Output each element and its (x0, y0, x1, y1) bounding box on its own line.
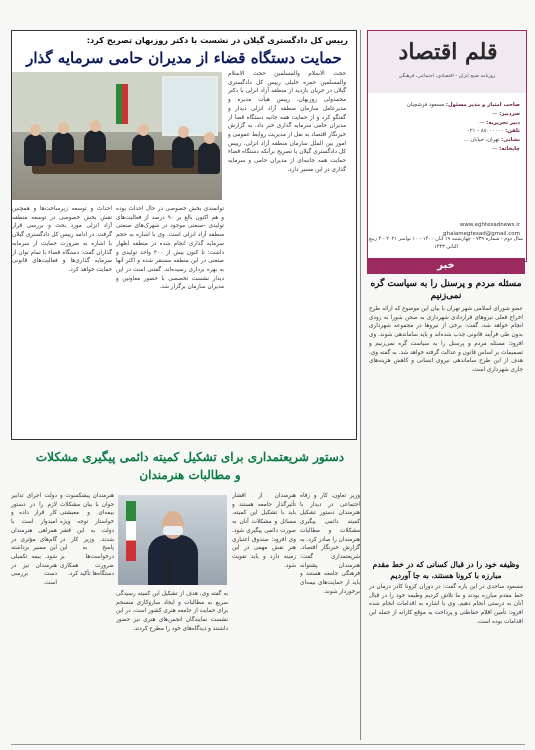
website-link[interactable]: www.eghtesadnews.ir (459, 222, 520, 228)
column-divider (360, 30, 361, 740)
newspaper-logo: قلم اقتصاد (398, 39, 498, 65)
masthead (367, 30, 527, 262)
issue-date: سال دوم - شماره ۷۳۹ - چهارشنبه ۱۹ آبان ۱۴۰۰ - ۱۰ نوامبر ۲۰۲۱ - ۴ ربیع الثانی ۱۴۴۳ (369, 236, 523, 250)
email-link[interactable]: ghalamegtesad@gmail.com (442, 231, 520, 237)
lead-article-kicker: رییس کل دادگستری گیلان در نشست با دکتر روزبهان تصریح کرد: (86, 35, 348, 45)
second-article-column-3: به گفته وی، هدف از تشکیل این کمیته رسیدگی سریع به مطالبات و ایجاد سازوکاری منسجم برای حمایت از جامعه هنری کشور است. در این نشست نمایندگان انجمن‌های هنری نیز حضور داشتند و دیدگاه‌های خود را مطرح کردند. (116, 591, 228, 632)
lead-article-photo (12, 72, 222, 200)
news-item-1-title: مسئله مردم و پرسنل را به سیاست گره نمی‌زنیم (370, 279, 522, 301)
second-article-column-5: دولت اجرای تدابیر لازم را در دستور کار قرار داده و امیدوار است با همراهی هنرمندان گام‌های مؤثری در این مسیر برداشته شود. بیمه تکمیلی هنرمندان نیز در دست بررسی است. (11, 493, 57, 587)
lead-article-column-right: حجت الاسلام والمسلمین حجت الاسلام والمسلمین حمزه خلیلی رییس کل دادگستری گیلان در جریان بازدید از منطقه آزاد انزلی با دکتر محمدولی روزبهان، رییس هیأت مدیره و مدیرعامل سازمان منطقه آزاد انزلی دیدار و گفتگو کرد و از حمایت همه جانبه دستگاه قضا از مدیران حامی سرمایه گذاری خبر داد. به گزارش خبرنگار اقتصاد به نقل از مدیریت روابط عمومی و امور بین الملل سازمان منطقه آزاد انزلی، رییس کل دادگستری گیلان با تصریح برآنکه دستگاه قضاء حمایت همه جانبه‌ای از مدیران حامی و سرمایه گذاری در این مسیر دارد. (228, 71, 346, 173)
news-section-header: خبر (367, 258, 525, 274)
second-article-title-line2: و مطالبات هنرمندان (139, 468, 241, 482)
lead-article-column-left: احداث و توسعه زیرساخت‌ها و همچنین نقش بخش خصوصی در توسعه منطقه آزاد انزلی مورد بحث و بررسی قرار گرفت. در ادامه رییس کل دادگستری گیلان با اشاره به ضرورت حمایت از سرمایه گذاران گفت: دستگاه قضاء با تمام توان از سرمایه گذاری‌ها و فعالیت‌های قانونی حمایت خواهد کرد. (12, 206, 112, 273)
second-article-photo (118, 495, 227, 585)
lead-article-title: حمایت دستگاه قضاء از مدیران حامی سرمایه گذار (26, 49, 342, 67)
news-item-2-body: مسعود ساجدی در این باره گفت: در دوران کرونا کادر درمان در خط مقدم مبارزه بودند و ما تلاش کردیم وظیفه خود را در قبال آنان به درستی انجام دهیم. وی با اشاره به اقدامات انجام شده افزود: تأمین اقلام حفاظتی و پرداخت به موقع کارانه از جمله این اقدامات بوده است. (369, 584, 523, 625)
masthead-info: صاحب امتیاز و مدیر مسئول: مسعود فرشچیان سردبیر: — دبیر تحریریه: — تلفن: ۸۸۰۰۰۰۰۰ - ۰۲۱ نشانی: تهران، خیابان ... چاپخانه: — (406, 102, 520, 152)
second-article-title (30, 448, 350, 484)
second-article-column-2: هنرمندان از اقشار تأثیرگذار جامعه هستند و باید با تشکیل این کمیته، مسائل و مشکلات آنان به صورت دائمی پیگیری شود. وی افزود: صندوق اعتباری هنر نقش مهمی در این زمینه دارد و باید تقویت شود. (232, 493, 296, 569)
second-article-column-4: هنرمندان پیشکسوت و جوان با بیان مشکلات بیمه‌ای و معیشتی خواستار توجه ویژه دولت به این قشر شدند. وزیر کار در پاسخ به این درخواست‌ها بر ضرورت همکاری دستگاه‌ها تأکید کرد. (60, 493, 114, 578)
newspaper-subtitle: روزنامه صبح ایران - اقتصادی، اجتماعی، فرهنگی (398, 74, 496, 79)
second-article-column-1: وزیر تعاون، کار و رفاه اجتماعی در دیدار با هنرمندان دستور تشکیل کمیته دائمی پیگیری مشکلات و مطالبات هنرمندان را صادر کرد. به گزارش خبرنگار اقتصاد، شریعتمداری گفت: هنرمندان پشتوانه فرهنگی جامعه هستند و باید از حمایت‌های بیمه‌ای برخوردار شوند. (300, 493, 360, 595)
bottom-rule (11, 744, 525, 745)
news-item-1-body: عضو شورای اسلامی شهر تهران با بیان این موضوع که ارائه طرح اخراج فعلی نیروهای قراردادی شهرداری به صحن شورا به زودی انجام خواهد شد، گفت: برخی از نیروها در مجموعه شهرداری بدون طی فرآیند قانونی جذب شده‌اند و باید ساماندهی شوند. وی افزود: مسئله مردم و پرسنل را به سیاست گره نمی‌زنیم و تصمیمات بر اساس قانون و عدالت گرفته خواهد شد. به گفته وی، هدف از این طرح ساماندهی نیروی انسانی و کاهش هزینه‌های جاری شهرداری است. (369, 306, 523, 373)
news-item-2-title: وظیفه خود را در قبال کسانی که در خط مقدم مبارزه با کرونا هستند، به جا آوردیم (372, 560, 520, 580)
lead-article-column-middle: توانمندی بخش خصوصی در حال احداث بوده و هم اکنون بالغ بر ۹۰ درصد از فعالیت‌های تولیدی -صنعتی موجود در شهرک‌های صنعتی منطقه آزاد انزلی است. وی با اشاره به حجم سرمایه گذاری انجام شده در منطقه اظهار داشت: تا کنون بیش از ۳۰۰ واحد تولیدی و صنعتی در این منطقه مستقر شده و اکثر آنها به بهره برداری رسیده‌اند. گفتنی است در این دیدار نشست تخصصی با حضور معاونین و مدیران سازمان برگزار شد. (116, 206, 224, 291)
second-article-title-line1: دستور شریعتمداری برای تشکیل کمیته دائمی پیگیری مشکلات (35, 450, 345, 464)
